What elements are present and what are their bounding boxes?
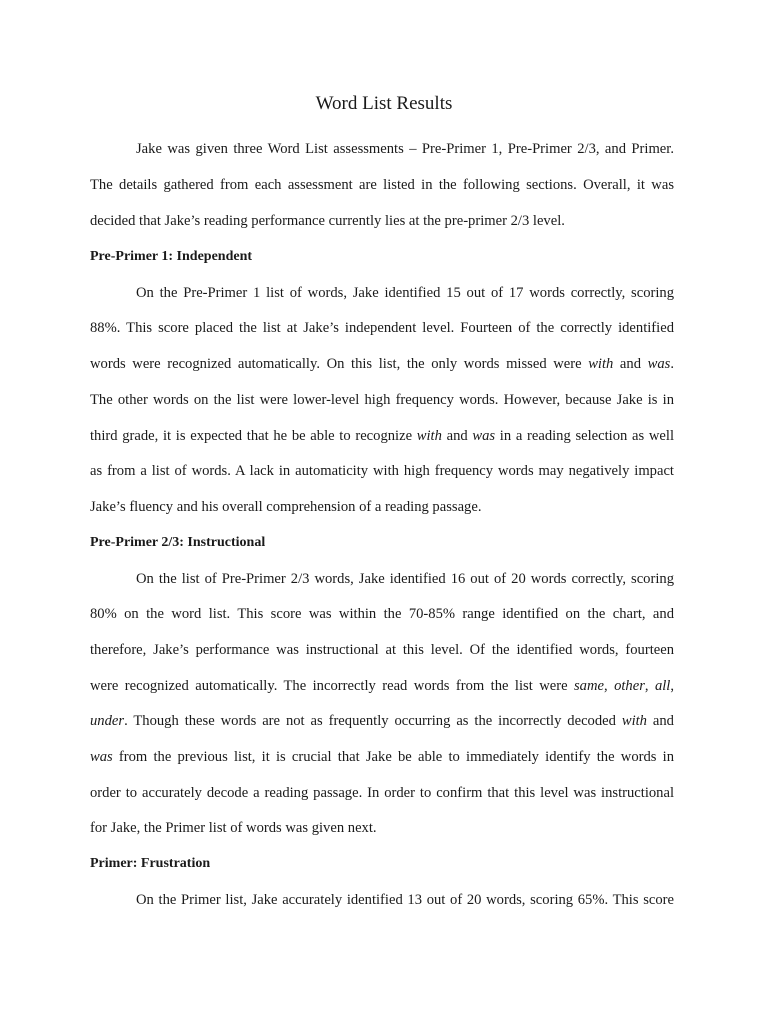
section-1-line-1: On the Pre-Primer 1 list of words, Jake identified 15 out of 17 words correctly, scoring bbox=[136, 285, 674, 301]
section-2-line-6: was from the previous list, it is crucial that Jake be able to immediately identify the words in bbox=[90, 749, 674, 765]
section-1-line-5: third grade, it is expected that he be able to recognize with and was in a reading selection as well bbox=[90, 428, 674, 444]
page-title: Word List Results bbox=[315, 93, 453, 114]
section-2-line-8: for Jake, the Primer list of words was given next. bbox=[90, 820, 377, 836]
section-1-line-7: Jake’s fluency and his overall comprehension of a reading passage. bbox=[90, 499, 482, 515]
intro-line-1: Jake was given three Word List assessments – Pre-Primer 1, Pre-Primer 2/3, and Primer. bbox=[136, 141, 674, 157]
section-3-line-1: On the Primer list, Jake accurately identified 13 out of 20 words, scoring 65%. This score bbox=[136, 892, 674, 908]
section-1-line-2: 88%. This score placed the list at Jake’s independent level. Fourteen of the correctly identified bbox=[90, 320, 674, 336]
section-1-line-4: The other words on the list were lower-level high frequency words. However, because Jake is in bbox=[90, 392, 674, 408]
section-2-line-7: order to accurately decode a reading passage. In order to confirm that this level was instructional bbox=[90, 785, 674, 801]
section-2-line-3: therefore, Jake’s performance was instructional at this level. Of the identified words, fourteen bbox=[90, 642, 674, 658]
intro-line-2: The details gathered from each assessment are listed in the following sections. Overall, it was bbox=[90, 177, 674, 193]
section-2-line-4: were recognized automatically. The incorrectly read words from the list were same, other, all, bbox=[90, 678, 675, 694]
intro-line-3: decided that Jake’s reading performance currently lies at the pre-primer 2/3 level. bbox=[90, 213, 565, 229]
section-heading-pre-primer-2-3: Pre-Primer 2/3: Instructional bbox=[90, 535, 266, 550]
section-2-line-1: On the list of Pre-Primer 2/3 words, Jake identified 16 out of 20 words correctly, scoring bbox=[136, 571, 674, 587]
section-1-line-3: words were recognized automatically. On this list, the only words missed were with and was. bbox=[90, 356, 674, 372]
section-heading-pre-primer-1: Pre-Primer 1: Independent bbox=[90, 249, 253, 264]
section-2-line-5: under. Though these words are not as frequently occurring as the incorrectly decoded with and bbox=[90, 713, 674, 729]
section-2-line-2: 80% on the word list. This score was within the 70-85% range identified on the chart, and bbox=[90, 606, 674, 622]
section-1-line-6: as from a list of words. A lack in automaticity with high frequency words may negatively impact bbox=[90, 463, 674, 479]
section-heading-primer: Primer: Frustration bbox=[90, 856, 211, 871]
